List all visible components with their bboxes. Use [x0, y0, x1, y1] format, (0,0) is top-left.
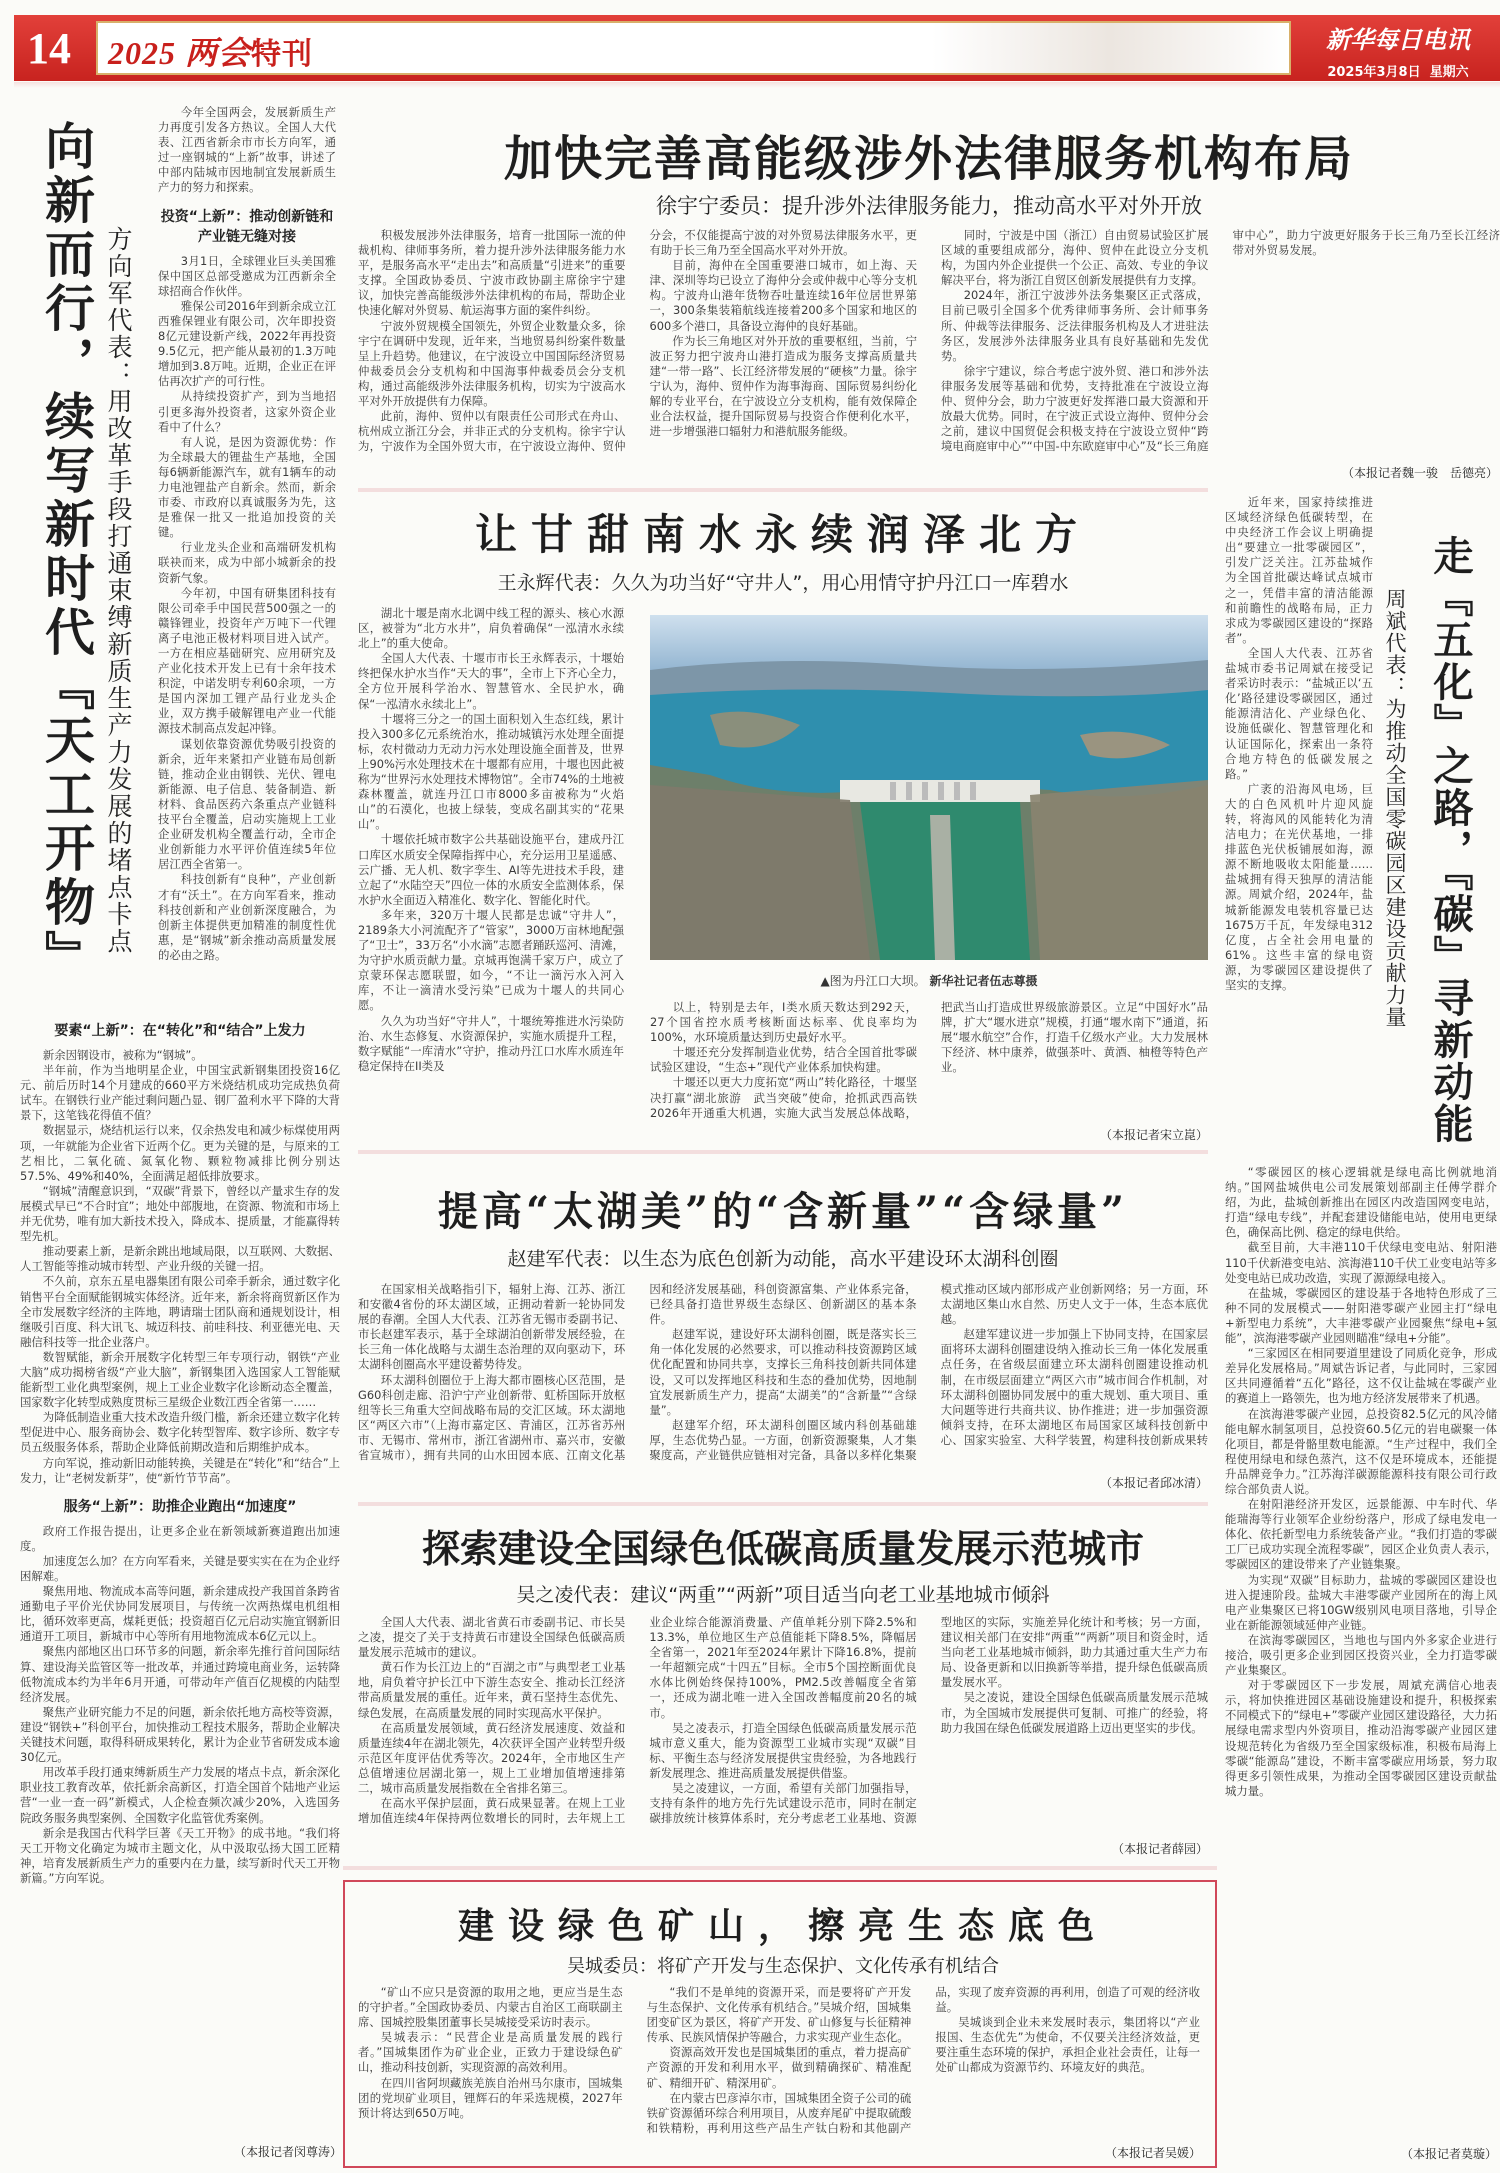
paragraph: 赵建军介绍，环太湖科创圈区域内科创基础雄厚，生态优势凸显。一方面，创新资源聚集，人才集聚度高，产业链供应链相对完备，具备以多样化集聚模式推动区域内部形成产业创新网络；另一方面，环太湖地区集山水自然、历史人文于一体，生态本底优越。 — [649, 1282, 1208, 1463]
paragraph: 在内蒙古巴彦淖尔市，国城集团全资子公司的硫铁矿资源循环综合利用项目，从废弃尾矿中提取硫酸和铁精粉，再利用这些产品生产钛白粉和其他副产品，实现了废弃资源的再利用，创造了可观的经济收益。 — [646, 1985, 1200, 2135]
paragraph: 在射阳港经济开发区，远景能源、中车时代、华能瑞海等行业领军企业纷纷落户，形成了绿电发电一体化、依托新型电力系统装备产业。“我们打造的零碳工厂已成功实现全流程零碳”，园区企业负责人表示，零碳园区的建设带来了产业链集聚。 — [1225, 1497, 1497, 1572]
right-article-lower-column — [1225, 1165, 1497, 2135]
paragraph: 十堰还充分发挥制造业优势，结合全国首批零碳试验区建设，“生态+”现代产业体系加快构建。 — [650, 1045, 917, 1075]
paragraph: 吴之凌说，建设全国绿色低碳高质量发展示范城市，为全国城市发展提供可复制、可推广的经验，将助力我国在绿色低碳发展道路上迈出更坚实的步伐。 — [940, 1690, 1208, 1735]
nanshui-article-headline: 让甘甜南水永续润泽北方 — [474, 510, 1091, 559]
paragraph: “我们不是单纯的资源开采，而是要将矿产开发与生态保护、文化传承有机结合。”吴城介绍，国城集团变矿区为景区，将矿产开发、矿山修复与长征精神传承、民族风情保护等融合，力求实现产业生态化。 — [646, 1985, 912, 2045]
paragraph: 近年来，国家持续推进区域经济绿色低碳转型，在中央经济工作会议上明确提出“要建立一批零碳园区”，引发广泛关注。江苏盐城作为全国首批碳达峰试点城市之一，凭借丰富的清洁能源和前瞻性的战略布局，正力求成为零碳园区建设的“探路者”。 — [1225, 495, 1373, 645]
paragraph: 推动要素上新，是新余跳出地域局限，以互联网、大数据、人工智能等推动城市转型、产业升级的关键一招。 — [20, 1244, 340, 1274]
top-article-body — [358, 228, 1500, 460]
left-article-headline: 向新而行，续写新时代『天工开物』 — [37, 120, 96, 984]
paragraph: 全国人大代表、湖北省黄石市委副书记、市长吴之凌，提交了关于支持黄石市建设全国绿色低碳高质量发展示范城市的建议。 — [358, 1615, 626, 1660]
paragraph: 在国家相关战略指引下，辐射上海、江苏、浙江和安徽4省份的环太湖区域，正拥动着新一轮协同发展的春潮。全国人大代表、江苏省无锡市委副书记、市长赵建军表示，基于全球湖泊创新带发展经验，在长三角一体化战略与太湖生态治理的双向驱动下，环太湖科创圈高水平建设蓄势待发。 — [358, 1282, 626, 1372]
taihu-article-body — [358, 1282, 1208, 1464]
section-divider — [358, 1502, 1208, 1506]
right-article-top-column — [1225, 495, 1373, 1160]
photo-caption — [650, 972, 1208, 989]
paragraph: 加速度怎么加？在方向军看来，关键是要实实在在为企业纾困解难。 — [20, 1553, 340, 1583]
left-article-subhead: 方向军代表：用改革手段打通束缚新质生产力发展的堵点卡点 — [104, 225, 133, 955]
paragraph: 多年来，320万十堰人民都是忠诚“守井人”，2189条大小河流配齐了“管家”，3000万亩林地配强了“卫士”，33万名“小水滴”志愿者踊跃巡河、清滩，为守护水质贡献力量。京城再饱满千家万户，成立了京蒙环保志愿联盟，如今，“不让一滴污水入河入库，不让一滴清水受污染”已成为十堰人的共同心愿。 — [358, 907, 624, 1013]
page-number: 14 — [27, 23, 71, 73]
paragraph: 从持续投资扩产，到为当地招引更多海外投资者，这家外资企业看中了什么？ — [158, 389, 336, 434]
paragraph: 截至目前，大丰港110千伏绿电变电站、射阳港110千伏新港变电站、滨海港110千伏工业变电站等多处变电站已成功改造，实现了源源绿电接入。 — [1225, 1240, 1497, 1285]
box-article-byline: （本报记者吴媛） — [1104, 2146, 1201, 2160]
issue-date: 2025年3月8日 — [1327, 65, 1421, 80]
box-article-subhead: 吴城委员：将矿产开发与生态保护、文化传承有机结合 — [567, 1956, 999, 1977]
paragraph: 吴之凌建议，一方面，希望有关部门加强指导，支持有条件的地方先行先试建设示范市，同时在制定碳排放统计核算体系时，充分考虑老工业基地、资源型地区的实际，实施差异化统计和考核；另一方面，建议相关部门在安排“两重”“两新”项目和资金时，适当向老工业基地城市倾斜，助力其通过重大生产力布局、设备更新和以旧换新等举措，提升绿色低碳高质量发展水平。 — [649, 1615, 1208, 1826]
section-divider — [358, 488, 1208, 492]
paragraph: 同时，宁波是中国（浙江）自由贸易试验区扩展区域的重要组成部分，海仲、贸仲在此设立分支机构，为国内外企业提供一个公正、高效、专业的争议解决平台，将为浙江自贸区创新发展提供有力支撑。 — [941, 228, 1209, 288]
paragraph: 今年初，中国有研集团科技有限公司牵手中国民营500强之一的赣锋锂业，投资年产万吨下一代锂离子电池正极材料项目进入试产。一方在相应基础研究、应用研究及产业化技术开发上已有十余年技术积淀，中诺发明专利60余项，一方是国内深加工锂产品行业龙头企业，双方携手破解锂电产业一代能源技术制高点发起冲锋。 — [158, 585, 336, 736]
top-article-headline: 加快完善高能级涉外法律服务机构布局 — [503, 131, 1354, 187]
paragraph: 资源高效开发也是国城集团的重点，着力提高矿产资源的开发和利用水平，做到精确探矿、精准配矿、精细开矿、精深用矿。 — [646, 2045, 912, 2090]
taihu-article-headline: 提高“太湖美”的“含新量”“含绿量” — [437, 1188, 1129, 1235]
paragraph: 徐宇宁建议，综合考虑宁波外贸、港口和涉外法律服务发展等基础和优势，支持批准在宁波设立海仲、贸仲分会，助力宁波更好发挥港口最大资源和开放最大优势。同时，在宁波正式设立海仲、贸仲分会之前，建议中国贸促会积极支持在宁波设立贸仲“跨境电商庭审中心”“中国-中东欧庭审中心”及“长三角庭审中心”，助力宁波更好服务于长三角乃至长江经济带对外贸易发展。 — [941, 228, 1500, 454]
top-article-byline: （本报记者魏一骏 岳德亮） — [1341, 466, 1498, 480]
section-year: 2025 — [108, 35, 176, 71]
paragraph: 目前，海仲在全国重要港口城市，如上海、天津、深圳等均已设立了海仲分会或仲裁中心等分支机构。宁波舟山港年货物吞吐量连续16年位居世界第一，300条集装箱航线连接着200多个国家和地区的600多个港口，具备设立海仲的良好基础。 — [649, 258, 917, 333]
paragraph: 有人说，是因为资源优势：作为全球最大的锂盐生产基地，全国每6辆新能源汽车，就有1辆车的动力电池锂盐产自新余。然而，新余市委、市政府以真诚服务为先，这是雅保一批又一批追加投资的关键。 — [158, 434, 336, 540]
paragraph: 吴城谈到企业未来发展时表示，集团将以“产业报国、生态优先”为使命，不仅要关注经济效益，更要注重生态环境的保护，承担企业社会责任，让每一处矿山都成为资源节约、环境友好的典范。 — [935, 2015, 1200, 2075]
paragraph: 为实现“双碳”目标助力，盐城的零碳园区建设也进入提速阶段。盐城大丰港零碳产业园所在的海上风电产业集聚区已将10GW级别风电项目落地，引导企业在新能源领域延伸产业链。 — [1225, 1572, 1497, 1632]
paragraph: 新余是我国古代科学巨著《天工开物》的成书地。“我们将天工开物文化确定为城市主题文化，从中汲取弘扬大国工匠精神，培育发展新质生产力的重要内在力量，续写新时代天工开物新篇。”方向军说。 — [20, 1825, 340, 1885]
taihu-article-subhead: 赵建军代表：以生态为底色创新为动能，高水平建设环太湖科创圈 — [507, 1248, 1059, 1270]
paragraph: 广袤的沿海风电场，巨大的白色风机叶片迎风旋转，将海风的风能转化为清洁电力；在光伏基地，一排排蓝色光伏板铺展如海，源源不断地吸收太阳能量……盐城拥有得天独厚的清洁能源。周斌介绍，2024年，盐城新能源发电装机容量已达1675万千瓦，年发绿电312亿度，占全社会用电量的61%。这些丰富的绿电资源，为零碳园区建设提供了坚实的支撑。 — [1225, 781, 1373, 992]
paragraph: 宁波外贸规模全国领先，外贸企业数量众多，徐宇宁在调研中发现，近年来，当地贸易纠纷案件数量呈上升趋势。他建议，在宁波设立中国国际经济贸易仲裁委员会分支机构和中国海事仲裁委员会分支机构，通过高能级涉外法律服务机构，切实为宁波高水平对外开放提供有力保障。 — [358, 318, 626, 409]
paragraph: 环太湖科创圈位于上海大都市圈核心区范围，是G60科创走廊、沿沪宁产业创新带、虹桥国际开放枢纽等长三角重大空间战略布局的交汇区域。环太湖地区“两区六市”（上海市嘉定区、青浦区，江苏省苏州市、无锡市、常州市，浙江省湖州市、嘉兴市，安徽省宣城市），拥有共同的山水田园本底、江南文化基因和经济发展基础，科创资源富集、产业体系完备，已经具备打造世界级生态绿区、创新湖区的基本条件。 — [358, 1282, 917, 1463]
left-article-lower-column — [20, 1010, 340, 2135]
paragraph: 此前，海仲、贸仲以有限责任公司形式在舟山、杭州成立浙江分会，并非正式的分支机构。徐宇宁认为，宁波作为全国外贸大市，在宁波设立海仲、贸仲分会，不仅能提高宁波的对外贸易法律服务水平，更有助于长三角乃至全国高水平对外开放。 — [358, 228, 917, 454]
paragraph: 湖北十堰是南水北调中线工程的源头、核心水源区，被誉为“北方水井”，肩负着确保“一泓清水永续北上”的重大使命。 — [358, 606, 624, 651]
paragraph: 十堰将三分之一的国土面积划入生态红线，累计投入300多亿元系统治水，推动城镇污水处理全面提标，农村微动力无动力污水处理设施全面普及，世界上90%污水处理技术在十堰都有应用，十堰也因此被称为“世界污水处理技术博物馆”。全市74%的土地被森林覆盖，就连丹江口市8000多亩被称为“火焰山”的石漠化，也披上绿装，变成名副其实的“花果山”。 — [358, 711, 624, 832]
danjiangkou-dam-photo — [650, 615, 1208, 960]
photo-caption-text: ▲图为丹江口大坝。 — [820, 974, 926, 988]
paragraph: 在滨海港零碳产业园，总投资82.5亿元的风冷储能电解水制氢项目，总投资60.5亿元的岩电碳聚一体化项目，都是骨骼里数电能源。“生产过程中，我们全程使用绿电和绿色蒸汽，这不仅是环境成本，还能提升品牌竞争力。”江苏海洋碳源能源科技有限公司行政综合部负责人说。 — [1225, 1406, 1497, 1496]
paragraph: 赵建军说，建设好环太湖科创圈，既是落实长三角一体化发展的必然要求，可以推动科技资源跨区域优化配置和协同共享，支撑长三角科技创新共同体建设，又可以发挥地区科技和生态的叠加优势，因地制宜发展新质生产力，提高“太湖美”的“含新量”“含绿量”。 — [649, 1327, 917, 1417]
paragraph: 十堰依托城市数字公共基础设施平台，建成丹江口库区水质安全保障指挥中心，充分运用卫星遥感、云广播、无人机、数字孪生、AI等先进技术手段，建立起了“水陆空天”四位一体的水质安全监测体系，保水护水全面迈入精准化、数字化、智能化时代。 — [358, 832, 624, 907]
section-name: 两会 — [185, 35, 252, 71]
paragraph: 用改革手段打通束缚新质生产力发展的堵点卡点，新余深化职业技工教育改革，依托新余高新区，打造全国首个陆地产业运营“一业一查一码”新模式，人企检查频次减少20%，入选国务院政务服务典型案例、全国数字化监管优秀案例。 — [20, 1765, 340, 1825]
section-subheading: 服务“上新”：助推企业跑出“加速度” — [63, 1498, 297, 1515]
paragraph: 吴之凌表示，打造全国绿色低碳高质量发展示范城市意义重大，能为资源型工业城市实现“双碳”目标、平衡生态与经济发展提供宝贵经验，为各地践行新发展理念、推进高质量发展提供借鉴。 — [649, 1720, 917, 1780]
paragraph: 在滨海零碳园区，当地也与国内外多家企业进行接洽，吸引更多企业到园区投资兴业，全力打造零碳产业集聚区。 — [1225, 1632, 1497, 1678]
paragraph: 聚焦产业研究能力不足的问题，新余依托地方高校等资源，建设“钢铁+”科创平台，加快推动工程技术服务，帮助企业解决关键技术问题，取得科研成果转化，累计为企业节省研发成本逾30亿元。 — [20, 1704, 340, 1765]
section-subheading: 要素“上新”：在“转化”和“结合”上发力 — [54, 1023, 306, 1039]
paragraph: “矿山不应只是资源的取用之地，更应当是生态的守护者。”全国政协委员、内蒙古自治区工商联副主席、国城控股集团董事长吴城接受采访时表示。 — [358, 1985, 623, 2030]
paragraph: 赵建军建议进一步加强上下协同支持，在国家层面将环太湖科创圈建设纳入推动长三角一体化发展重点任务，在省级层面建立环太湖科创圈建设推动机制，在市级层面建立“两区六市”城市间合作机制，对环太湖科创圈协同发展中的重大规划、重大项目、重大问题等进行共商共议、协作推进；进一步加强资源倾斜支持，在环太湖地区布局国家区域科技创新中心、国家实验室、大科学装置，构建科技创新成果转 — [940, 1327, 1208, 1447]
paragraph: 吴城表示：“民营企业是高质量发展的践行者。”国城集团作为矿业企业，正致力于建设绿色矿山，推动科技创新，实现资源的高效利用。 — [358, 2030, 623, 2075]
paragraph: 黄石作为长江边上的“百湖之市”与典型老工业基地，肩负着守护长江中下游生态安全、推动长江经济带高质量发展的重任。近年来，黄石坚持生态优先、绿色发展，在高质量发展的同时实现高水平保护。 — [358, 1660, 626, 1720]
box-article-body — [358, 1985, 1200, 2136]
dam-aerial-image — [650, 615, 1208, 960]
paragraph: 数智赋能，新余开展数字化转型三年专项行动，钢铁“产业大脑”成功揭榜省级“产业大脑”，新钢集团入选国家人工智能赋能新型工业化典型案例，规上工业企业数字化诊断动态全覆盖，国家数字化转型成熟度贯标三星级企业数江西全省第一…… — [20, 1349, 340, 1410]
paragraph: 行业龙头企业和高端研发机构联袂而来，成为中部小城新余的投资新气象。 — [158, 540, 336, 585]
nanshui-article-below-photo — [650, 1000, 1208, 1122]
paragraph: 谋划依靠资源优势吸引投资的新余，近年来紧扣产业链布局创新链，推动企业由钢铁、光伏、锂电新能源、电子信息、装备制造、新材料、食品医药六条重点产业链科技平台全覆盖，启动实施规上工业企业研发机构全覆盖行动，全市企业创新能力水平评价值连续5年位居江西全省第一。 — [158, 736, 336, 872]
weekday: 星期六 — [1429, 65, 1469, 80]
right-article-headline: 走『五化』之路，『碳』寻新动能 — [1427, 535, 1474, 1145]
left-article-byline: （本报记者闵尊涛） — [233, 2145, 342, 2159]
paragraph: “钢城”清醒意识到，“双碳”背景下，曾经以产量求生存的发展模式早已“不合时宜”；地处中部腹地，在资源、物流和市场上并无优势，唯有加大新技术投入，降成本、提质量，才能赢得转型先机。 — [20, 1183, 340, 1244]
paragraph: 全国人大代表、江苏省盐城市委书记周斌在接受记者采访时表示：“盐城正以‘五化’路径建设零碳园区，通过能源清洁化、产业绿色化、设施低碳化、智慧管理化和认证国际化，探索出一条符合地方特色的低碳发展之路。” — [1225, 645, 1373, 781]
explore-article-headline: 探索建设全国绿色低碳高质量发展示范城市 — [421, 1526, 1144, 1571]
paragraph: 对于零碳园区下一步发展，周斌充满信心地表示，将加快推进园区基础设施建设和提升，积极探索不同模式下的“绿电+”零碳产业园区建设路径，大力拓展绿电需求型内外资项目，推动沿海零碳产业园区建设规范转化为省级乃至全国家级标准，积极布局海上零碳“能源岛”建设，不断丰富零碳应用场景，努力取得更多引领性成果，为推动全国零碳园区建设贡献盐城力量。 — [1225, 1678, 1497, 1798]
paragraph: 全国人大代表、十堰市市长王永辉表示，十堰始终把保水护水当作“天大的事”，全市上下齐心全力，全方位开展科学治水、智慧管水、全民护水，确保“一泓清水永续北上”。 — [358, 651, 624, 711]
explore-article-subhead: 吴之凌代表：建议“两重”“两新”项目适当向老工业基地城市倾斜 — [516, 1584, 1050, 1606]
paragraph: 科技创新有“良种”，产业创新才有“沃土”。在方向军看来，推动科技创新和产业创新深度融合，为创新主体提供更加精准的制度性优惠，是“钢城”新余推动高质量发展的必由之路。 — [158, 872, 336, 962]
paragraph: 雅保公司2016年到新余成立江西雅保锂业有限公司，次年即投资8亿元建设新产线，2022年再投资9.5亿元，把产能从最初的1.3万吨增加到3.8万吨。近期，企业正在评估再次扩产的可行性。 — [158, 298, 336, 389]
paragraph: 3月1日，全球锂业巨头美国雅保中国区总部受邀成为江西新余全球招商合作伙伴。 — [158, 253, 336, 298]
paragraph: 聚焦内部地区出口环节多的问题，新余率先推行首问国际结算、建设海关监管区等一批改革，并通过跨境电商业务，运转降低物流成本约为半年6月开通，可带动年产值百亿规模的内陆型经济发展。 — [20, 1644, 340, 1704]
nanshui-article-byline: （本报记者宋立崑） — [1099, 1128, 1208, 1142]
box-article-headline: 建设绿色矿山，擦亮生态底色 — [457, 1905, 1108, 1947]
nanshui-article-left-column — [358, 606, 624, 1141]
paragraph: 积极发展涉外法律服务，培育一批国际一流的仲裁机构、律师事务所，着力提升涉外法律服务能力水平，是服务高水平“走出去”和高质量“引进来”的重要支撑。全国政协委员、宁波市政协副主席徐宇宁建议，加快完善高能级涉外法律机构的布局，帮助企业快速化解对外贸易、航运海事方面的案件纠纷。 — [358, 228, 626, 318]
paragraph: 在高水平保护层面，黄石成果显著。在规上工业增加值连续4年保持两位数增长的同时，去年规上工业企业综合能源消费量、产值单耗分别下降2.5%和13.3%，单位地区生产总值能耗下降8.5%，降幅居全省第一，2021年至2024年累计下降16.8%，提前一年超额完成“十四五”目标。全市5个国控断面优良水体比例始终保持100%，PM2.5改善幅度全省第一，还成为湖北唯一进入全国改善幅度前20名的城市。 — [358, 1615, 917, 1826]
masthead — [1300, 20, 1496, 80]
taihu-article-byline: （本报记者邱冰清） — [1099, 1476, 1208, 1490]
paragraph: 久久为功当好“守井人”，十堰统筹推进水污染防治、水生态修复、水资源保护，实施水质提升工程，数字赋能“一库清水”守护，推动丹江口水库水质连年稳定保持在II类及 — [358, 1013, 624, 1073]
section-suffix: 特刊 — [251, 37, 314, 72]
paragraph: 作为长三角地区对外开放的重要枢纽，当前，宁波正努力把宁波舟山港打造成为服务支撑高质量共建“一带一路”、长江经济带发展的“硬核”力量。徐宇宁认为，海仲、贸仲作为海事海商、国际贸易纠纷化解的专业平台，在宁波设立分支机构，能有效保障企业合法权益，提升国际贸易与投资合作便利化水平，进一步增强港口辐射力和港航服务能级。 — [649, 333, 917, 439]
paragraph: 十堰还以更大力度拓宽“两山”转化路径，十堰坚决打赢“湖北旅游 武当突破”使命，抢抓武西高铁2026年开通重大机遇，实施大武当发展总体战略，把武当山打造成世界级旅游景区。立足“中国好水”品牌，扩大“堰水进京”规模，打通“堰水南下”通道，拓展“堰水航空”合作，打造千亿级水产业。大力发展林下经济、林中康养，做强茶叶、黄酒、柚橙等特色产业。 — [650, 1000, 1208, 1120]
paragraph: 新余因钢设市，被称为“钢城”。 — [42, 1048, 203, 1062]
paragraph: “三家园区在相同要道里建设了同质化竞争，形成差异化发展格局。”周斌告诉记者，与此同时，三家园区共同遵循着“五化”路径，这不仅让盐城在零碳产业的赛道上一路领先，也为地方经济发展带来了机遇。 — [1225, 1346, 1497, 1406]
header-divider — [14, 82, 1500, 88]
nanshui-article-subhead: 王永辉代表：久久为功当好“守井人”，用心用情守护丹江口一库碧水 — [497, 572, 1069, 594]
paragraph: 在四川省阿坝藏族羌族自治州马尔康市，国城集团的党坝矿业项目，锂辉石的年采选规模，2027年预计将达到650万吨。 — [358, 2075, 623, 2120]
paragraph: 在盐城，零碳园区的建设基于各地特色形成了三种不同的发展模式——射阳港零碳产业园主打“绿电+新型电力系统”，大丰港零碳产业园聚焦“绿电+氢能”，滨海港零碳产业园则瞄准“绿电+分能”。 — [1225, 1285, 1497, 1346]
section-divider — [358, 1150, 1208, 1154]
section-subheading: 投资“上新”：推动创新链和产业链无缝对接 — [160, 208, 334, 245]
paragraph: 聚焦用地、物流成本高等问题，新余建成投产我国首条跨省通勤电子平价光伏协同发展项目，与传统一次两热煤电机组相比，循环效率更高，煤耗更低；投资超百亿元启动实施宜钢新旧通道开工项目，新城市中心等所有用地物流成本6亿元以上。 — [20, 1584, 340, 1644]
paragraph: 今年全国两会，发展新质生产力再度引发各方热议。全国人大代表、江西省新余市市长方向军，通过一座钢城的“上新”故事，讲述了中部内陆城市因地制宜发展新质生产力的努力和探索。 — [158, 105, 336, 195]
paragraph: 方向军说，推动新旧动能转换，关键是在“转化”和“结合”上发力，让“老树发新芽”，使“新竹节节高”。 — [20, 1455, 340, 1485]
explore-article-byline: （本报记者薛园） — [1111, 1842, 1208, 1856]
paragraph: 为降低制造业重大技术改造升级门槛，新余还建立数字化转型促进中心、服务商协会、数字化转型智库、数字诊所、数字专员五级服务体系，帮助企业降低前期改造和后期维护成本。 — [20, 1410, 340, 1455]
paragraph: “零碳园区的核心逻辑就是绿电高比例就地消纳。”国网盐城供电公司发展策划部副主任傅学群介绍，为此，盐城创新推出在园区内改造国网变电站，打造“绿电专线”，并配套建设储能电站，使用电更绿色，确保高比例、稳定的绿电供给。 — [1225, 1165, 1497, 1240]
right-article-subhead: 周斌代表：为推动全国零碳园区建设贡献力量 — [1383, 588, 1407, 1028]
photo-credit: 新华社记者伍志尊摄 — [929, 974, 1038, 988]
paragraph: 2024年，浙江宁波涉外法务集聚区正式落成，目前已吸引全国多个优秀律师事务所、会计师事务所、仲裁等法律服务、泛法律服务机构及人才进驻法务区，发展涉外法律服务业具有良好基础和先发优势。 — [941, 288, 1209, 363]
paragraph: 在高质量发展领域，黄石经济发展速度、效益和质量连续4年在湖北领先，4次获评全国产业转型升级示范区年度评估优秀等次。2024年，全市地区生产总值增速位居湖北第一，规上工业增加值增速排第二，城市高质量发展指数在全省排名第三。 — [358, 1720, 626, 1796]
paragraph: 半年前，作为当地明星企业，中国宝武新钢集团投资16亿元、前后历时14个月建成的660平方米烧结机成功完成热负荷试车。在钢铁行业产能过剩问题凸显、钢厂盈利水平下降的大背景下，这笔钱花得值不值？ — [20, 1063, 340, 1123]
section-divider — [343, 1866, 1217, 1870]
paragraph: 不久前，京东五星电器集团有限公司牵手新余，通过数字化销售平台全面赋能钢城实体经济。近年来，新余将商贸新区作为全市发展数字经济的主阵地，聘请瑞士团队商和通规划设计，相继吸引百度、科大讯飞、城迈科技、前哇科技、利亚德光电、天融信科技等一批企业落户。 — [20, 1274, 340, 1349]
paragraph: 政府工作报告提出，让更多企业在新领域新赛道跑出加速度。 — [20, 1523, 340, 1553]
paragraph: 数据显示，烧结机运行以来，仅余热发电和减少标煤使用两项，一年就能为企业省下近两个亿。更为关键的是，与原来的工艺相比，二氧化硫、氮氧化物、颗粒物减排比例分别达57.5%、49%和40%，全面满足超低排放要求。 — [20, 1123, 340, 1183]
right-article-byline: （本报记者莫璇） — [1400, 2147, 1497, 2161]
section-title — [108, 28, 313, 74]
left-article-top-column — [158, 105, 336, 1000]
brand-name: 新华每日电讯 — [1326, 25, 1470, 54]
explore-article-body — [358, 1615, 1208, 1827]
paragraph: 以上，特别是去年，I类水质天数达到292天，27个国省控水质考核断面达标率、优良率均为100%，水环境质量达到历史最好水平。 — [650, 1000, 917, 1045]
top-article-subhead: 徐宇宁委员：提升涉外法律服务能力，推动高水平对外开放 — [656, 194, 1202, 218]
